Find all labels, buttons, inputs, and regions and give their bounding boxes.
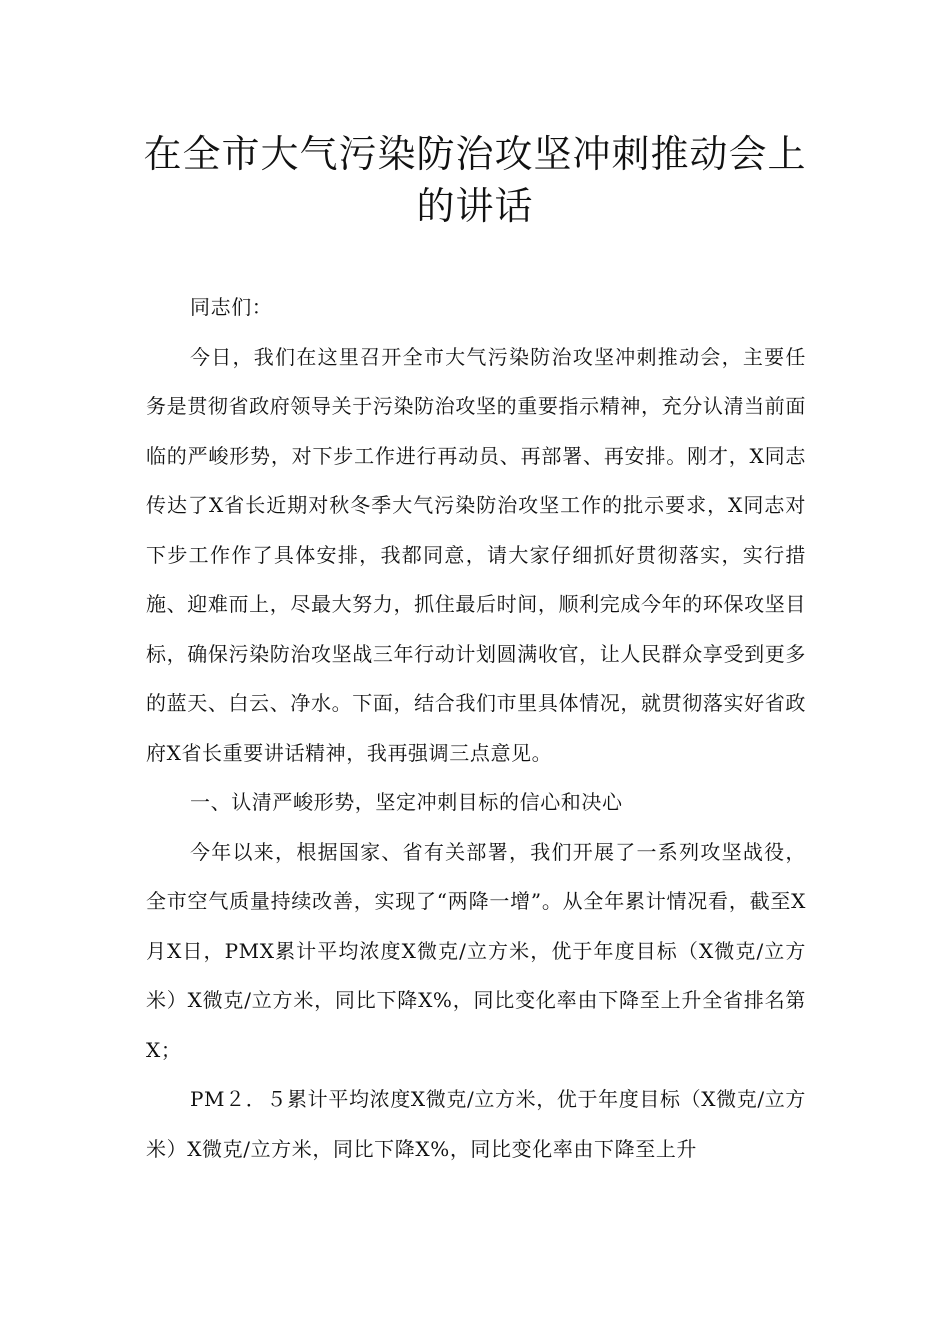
- salutation: 同志们：: [190, 295, 273, 319]
- section-heading-1: 一、认清严峻形势，坚定冲刺目标的信心和决心: [190, 790, 623, 814]
- document-title: 在全市大气污染防治攻坚冲刺推动会上的讲话: [143, 132, 807, 228]
- paragraph-pm25: PM２．５累计平均浓度X微克/立方米，优于年度目标（X微克/立方米）X微克/立方米，同比下降X%，同比变化率由下降至上升: [146, 1087, 806, 1161]
- paragraph-progress: 今年以来，根据国家、省有关部署，我们开展了一系列攻坚战役，全市空气质量持续改善，实现了“两降一增”。从全年累计情况看，截至X月X日，PMX累计平均浓度X微克/立方米，优于年度目标（X微克/立方米）X微克/立方米，同比下降X%，同比变化率由下降至上升全省排名第X；: [146, 839, 806, 1062]
- document-body: [146, 283, 806, 1174]
- paragraph-intro: 今日，我们在这里召开全市大气污染防治攻坚冲刺推动会，主要任务是贯彻省政府领导关于污染防治攻坚的重要指示精神，充分认清当前面临的严峻形势，对下步工作进行再动员、再部署、再安排。刚才，X同志传达了X省长近期对秋冬季大气污染防治攻坚工作的批示要求，X同志对下步工作作了具体安排，我都同意，请大家仔细抓好贯彻落实，实行措施、迎难而上，尽最大努力，抓住最后时间，顺利完成今年的环保攻坚目标，确保污染防治攻坚战三年行动计划圆满收官，让人民群众享受到更多的蓝天、白云、净水。下面，结合我们市里具体情况，就贯彻落实好省政府X省长重要讲话精神，我再强调三点意见。: [146, 344, 806, 765]
